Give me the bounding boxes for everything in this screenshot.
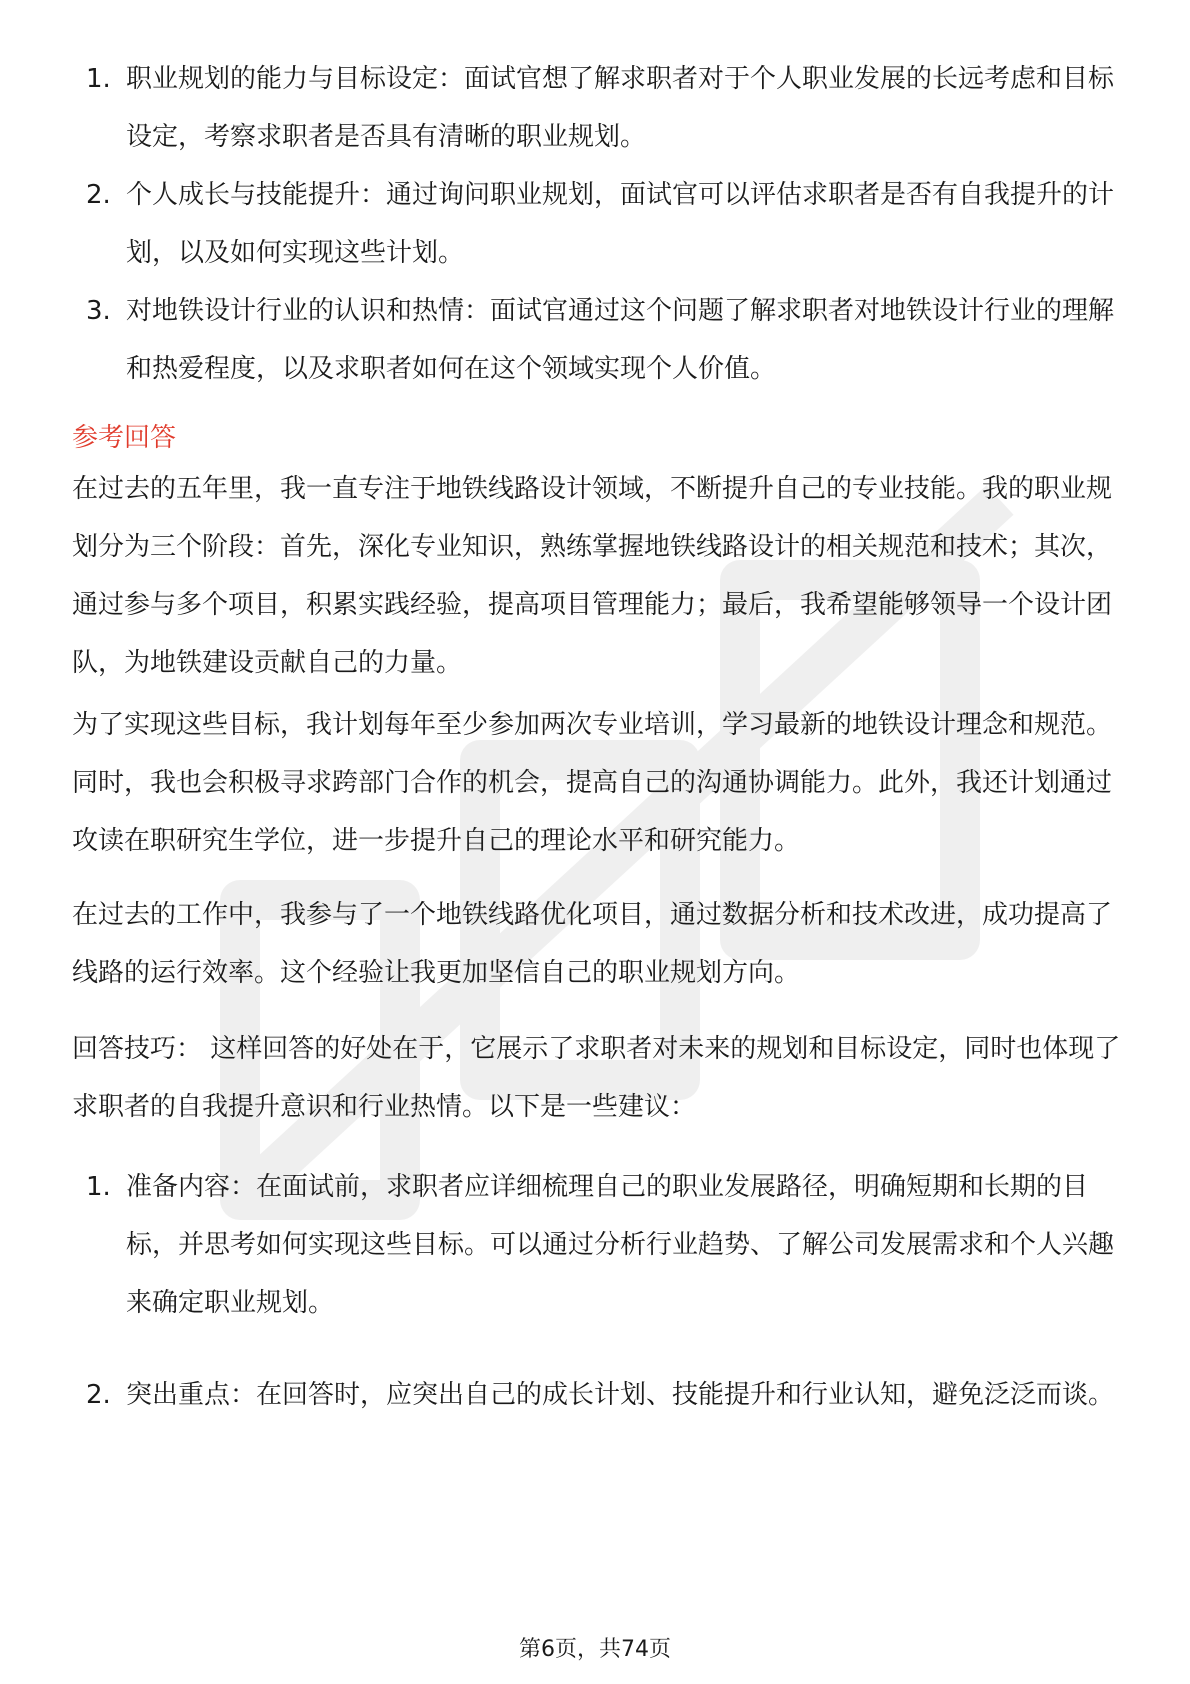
section-title: 参考回答 — [72, 423, 177, 453]
list-text: 对地铁设计行业的认识和热情：面试官通过这个问题了解求职者对地铁设计行业的理解和热爱程度，以及求职者如何在这个领域实现个人价值。 — [126, 296, 1115, 384]
top-list — [86, 50, 1126, 398]
paragraph: 回答技巧： 这样回答的好处在于，它展示了求职者对未来的规划和目标设定，同时也体现了求职者的自我提升意识和行业热情。以下是一些建议： — [72, 1034, 1121, 1122]
list-number: 3. — [86, 296, 111, 326]
list-text: 准备内容：在面试前，求职者应详细梳理自己的职业发展路径，明确短期和长期的目标，并思考如何实现这些目标。可以通过分析行业趋势、了解公司发展需求和个人兴趣来确定职业规划。 — [126, 1172, 1115, 1318]
tips-list — [86, 1158, 1126, 1458]
list-number: 1. — [86, 1172, 111, 1202]
list-text: 个人成长与技能提升：通过询问职业规划，面试官可以评估求职者是否有自我提升的计划，以及如何实现这些计划。 — [126, 180, 1115, 268]
list-item — [86, 1366, 1126, 1424]
list-item — [86, 282, 1126, 398]
list-number: 2. — [86, 180, 111, 210]
paragraph: 为了实现这些目标，我计划每年至少参加两次专业培训，学习最新的地铁设计理念和规范。同时，我也会积极寻求跨部门合作的机会，提高自己的沟通协调能力。此外，我还计划通过攻读在职研究生学位，进一步提升自己的理论水平和研究能力。 — [72, 710, 1113, 856]
list-text: 突出重点：在回答时，应突出自己的成长计划、技能提升和行业认知，避免泛泛而谈。 — [126, 1380, 1115, 1410]
list-number: 1. — [86, 64, 111, 94]
list-item — [86, 1158, 1126, 1332]
page-number: 第6页，共74页 — [519, 1637, 671, 1662]
list-item — [86, 50, 1126, 166]
list-text: 职业规划的能力与目标设定：面试官想了解求职者对于个人职业发展的长远考虑和目标设定，考察求职者是否具有清晰的职业规划。 — [126, 64, 1115, 152]
paragraph: 在过去的工作中，我参与了一个地铁线路优化项目，通过数据分析和技术改进，成功提高了线路的运行效率。这个经验让我更加坚信自己的职业规划方向。 — [72, 900, 1113, 988]
list-number: 2. — [86, 1380, 111, 1410]
paragraph: 在过去的五年里，我一直专注于地铁线路设计领域，不断提升自己的专业技能。我的职业规划分为三个阶段：首先，深化专业知识，熟练掌握地铁线路设计的相关规范和技术；其次，通过参与多个项目，积累实践经验，提高项目管理能力；最后，我希望能够领导一个设计团队，为地铁建设贡献自己的力量。 — [72, 474, 1113, 678]
list-item — [86, 166, 1126, 282]
